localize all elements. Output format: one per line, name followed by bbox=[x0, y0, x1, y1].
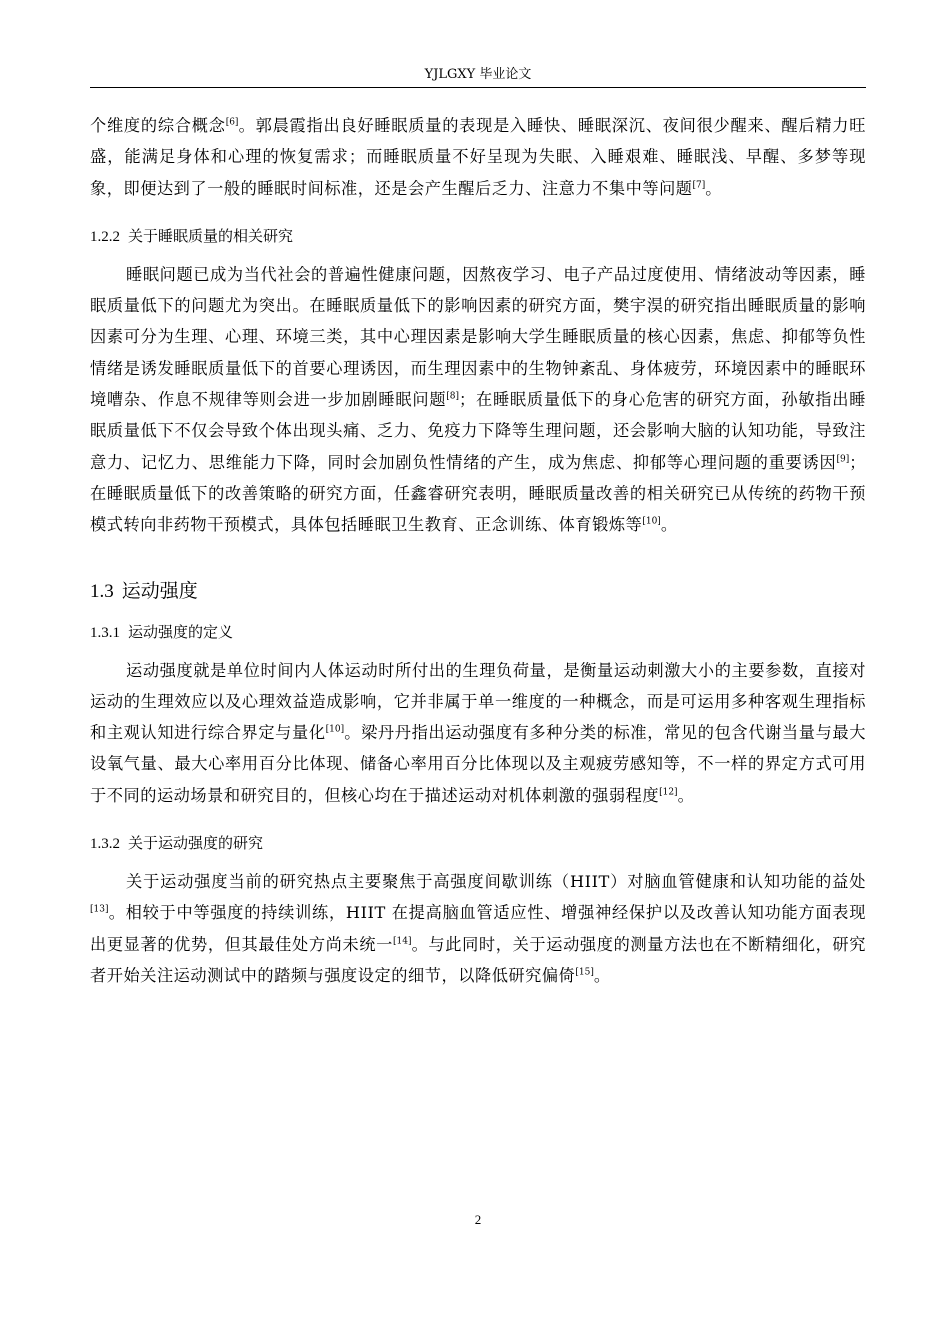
citation: [7] bbox=[692, 180, 706, 191]
paragraph-exercise-intensity-definition: 运动强度就是单位时间内人体运动时所付出的生理负荷量，是衡量运动刺激大小的主要参数，直接对运动的生理效应以及心理效益造成影响，它并非属于单一维度的一种概念，而是可运用多种客观生理指标和主观认知进行综合界定与量化[10]。梁丹丹指出运动强度有多种分类的标准，常见的包含代谢当量与最大设氧气量、最大心率用百分比体现、储备心率用百分比体现以及主观疲劳感知等，不一样的界定方式可用于不同的运动场景和研究目的，但核心均在于描述运动对机体刺激的强弱程度[12]。 bbox=[90, 660, 866, 805]
running-header: YJLGXY 毕业论文 bbox=[424, 67, 532, 82]
heading-1-3-1: 1.3.1 运动强度的定义 bbox=[90, 622, 234, 641]
heading-1-3: 1.3 运动强度 bbox=[90, 579, 198, 602]
paragraph-sleep-quality-concept: 个维度的综合概念[6]。郭晨霞指出良好睡眠质量的表现是入睡快、睡眠深沉、夜间很少醒来、醒后精力旺盛，能满足身体和心理的恢复需求；而睡眠质量不好呈现为失眠、入睡艰难、睡眠浅、早醒、多梦等现象，即便达到了一般的睡眠时间标准，还是会产生醒后乏力、注意力不集中等问题[7]。 bbox=[90, 116, 866, 198]
heading-1-3-2: 1.3.2 关于运动强度的研究 bbox=[90, 834, 264, 853]
paragraph-exercise-intensity-research: 关于运动强度当前的研究热点主要聚焦于高强度间歇训练（HIIT）对脑血管健康和认知功能的益处[13]。相较于中等强度的持续训练，HIIT 在提高脑血管适应性、增强神经保护以及改善认知功能方面表现出更显著的优势，但其最佳处方尚未统一[14]。与此同时，关于运动强度的测量方法也在不断精细化，研究者开始关注运动测试中的踏频与强度设定的细节，以降低研究偏倚[15]。 bbox=[90, 872, 866, 985]
header-rule bbox=[90, 87, 866, 88]
citation: [12] bbox=[659, 787, 678, 798]
heading-1-2-2: 1.2.2 关于睡眠质量的相关研究 bbox=[90, 226, 294, 245]
citation: [9] bbox=[836, 454, 850, 465]
citation: [10] bbox=[325, 724, 345, 735]
citation: [14] bbox=[393, 936, 412, 947]
citation: [13] bbox=[90, 904, 109, 915]
citation: [8] bbox=[446, 391, 460, 402]
citation: [10] bbox=[642, 516, 661, 527]
page-body bbox=[90, 110, 866, 991]
citation: [6] bbox=[225, 117, 239, 128]
paragraph-sleep-quality-research: 睡眠问题已成为当代社会的普遍性健康问题，因熬夜学习、电子产品过度使用、情绪波动等因素，睡眠质量低下的问题尤为突出。在睡眠质量低下的影响因素的研究方面，樊宇淏的研究指出睡眠质量的影响因素可分为生理、心理、环境三类，其中心理因素是影响大学生睡眠质量的核心因素，焦虑、抑郁等负性情绪是诱发睡眠质量低下的首要心理诱因，而生理因素中的生物钟紊乱、身体疲劳，环境因素中的睡眠环境嘈杂、作息不规律等则会进一步加剧睡眠问题[8]；在睡眠质量低下的身心危害的研究方面，孙敏指出睡眠质量低下不仅会导致个体出现头痛、乏力、免疫力下降等生理问题，还会影响大脑的认知功能，导致注意力、记忆力、思维能力下降，同时会加剧负性情绪的产生，成为焦虑、抑郁等心理问题的重要诱因[9]；在睡眠质量低下的改善策略的研究方面，任鑫睿研究表明，睡眠质量改善的相关研究已从传统的药物干预模式转向非药物干预模式，具体包括睡眠卫生教育、正念训练、体育锻炼等[10]。 bbox=[90, 264, 866, 535]
page-number: 2 bbox=[474, 1212, 482, 1227]
citation: [15] bbox=[575, 967, 594, 978]
